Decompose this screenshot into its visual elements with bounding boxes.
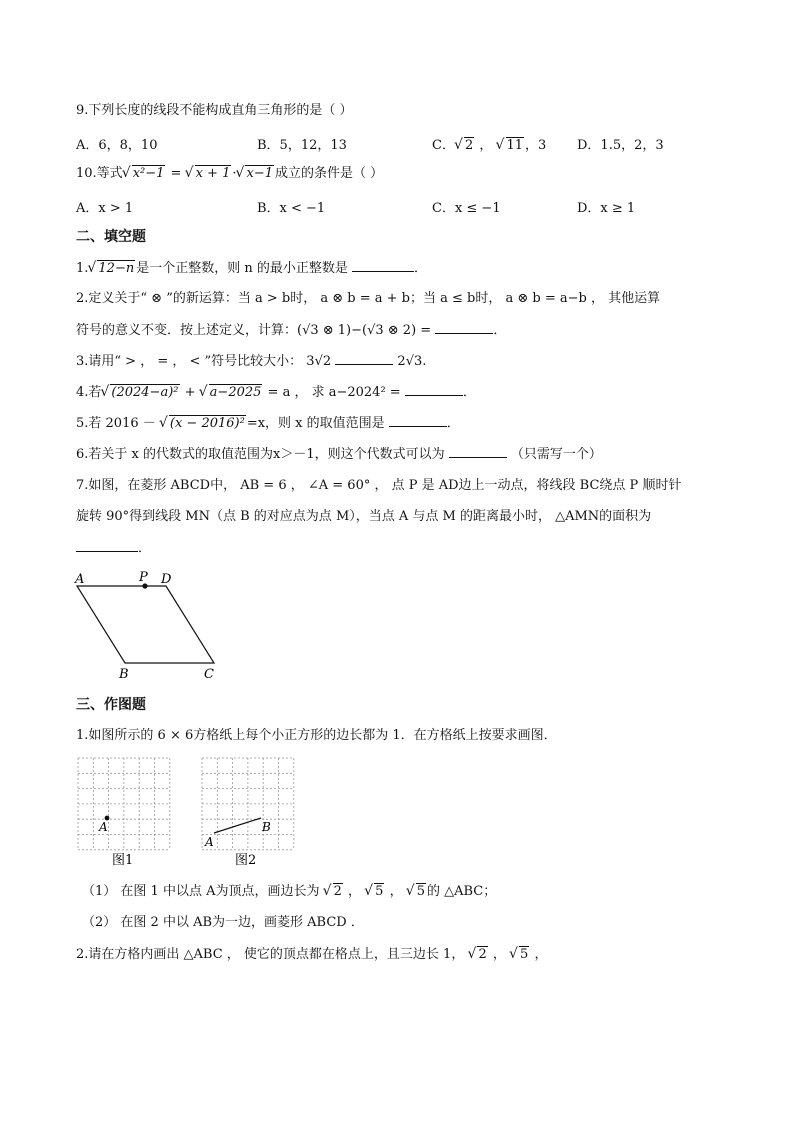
answer-blank[interactable] bbox=[435, 321, 493, 334]
fig2-label-a: A bbox=[205, 835, 214, 849]
drawing-question-1-part-1: （1） 在图 1 中以点 A为顶点，画边长为 √ 2 ， √ 5 ， √ 5 的 △ABC； bbox=[82, 883, 496, 901]
fill-question-4: 4.若√ (2024−a)² + √ a−2025 = a ， 求 a−2024² = ． bbox=[76, 383, 476, 402]
fig1-caption: 图1 bbox=[112, 853, 134, 868]
fill-question-2-line-2: 符号的意义不变．按上述定义，计算：(√3 ⊗ 1)−(√3 ⊗ 2) = ． bbox=[76, 323, 507, 338]
fig2-caption: 图2 bbox=[235, 853, 257, 868]
q9-option-c: C．√ 2 ， √ 11 ，3 bbox=[432, 134, 546, 153]
rhombus-figure bbox=[66, 566, 236, 684]
grid-lines bbox=[78, 758, 170, 850]
answer-blank[interactable] bbox=[449, 445, 507, 458]
question-10-stem: 10.等式√ x²−1 = √ x + 1 ·√ x−1 成立的条件是（ ） bbox=[76, 165, 383, 183]
fill-question-1: 1.√ 12−n 是一个正整数，则 n 的最小正整数是 ． bbox=[76, 259, 427, 278]
grid-figure-1 bbox=[76, 756, 172, 868]
answer-blank[interactable] bbox=[405, 383, 463, 396]
section-fill-in-title: 二、填空题 bbox=[76, 229, 146, 245]
fill-question-7-line-3: ． bbox=[76, 539, 151, 558]
answer-blank[interactable] bbox=[389, 414, 447, 427]
fill-question-3: 3.请用“ > ， = ， < ”符号比较大小： 3√2 2√3. bbox=[76, 354, 427, 369]
fill-question-5: 5.若 2016 － √ (x − 2016)² =x，则 x 的取值范围是 ． bbox=[76, 414, 460, 433]
drawing-question-1-part-2: （2） 在图 2 中以 AB为一边，画菱形 ABCD ． bbox=[82, 915, 364, 930]
q10-option-b: B．x < −1 bbox=[257, 201, 326, 216]
q9-option-a: A．6，8，10 bbox=[76, 138, 158, 153]
label-p: P bbox=[139, 570, 148, 585]
q10-option-a: A．x > 1 bbox=[76, 201, 134, 216]
grid-lines bbox=[202, 758, 294, 850]
fig1-label-a: A bbox=[99, 820, 108, 834]
label-d: D bbox=[161, 572, 172, 587]
drawing-question-1-stem: 1.如图所示的 6 × 6方格纸上每个小正方形的边长都为 1．在方格纸上按要求画图． bbox=[76, 728, 557, 743]
fill-question-7-line-1: 7.如图，在菱形 ABCD中， AB = 6 ， ∠A = 60° ， 点 P 是 AD边上一动点，将线段 BC绕点 P 顺时针 bbox=[76, 478, 682, 493]
drawing-question-2-stem: 2.请在方格内画出 △ABC ， 使它的顶点都在格点上，且三边长 1， √ 2 ， √ 5 ， bbox=[76, 946, 547, 964]
label-a: A bbox=[75, 572, 85, 587]
answer-blank[interactable] bbox=[76, 539, 138, 552]
fill-question-2-line-1: 2.定义关于“ ⊗ ”的新运算：当 a > b时， a ⊗ b = a + b；当 a ≤ b时， a ⊗ b = a−b ， 其他运算 bbox=[76, 291, 661, 306]
segment-ab bbox=[214, 818, 261, 833]
question-9-stem: 9.下列长度的线段不能构成直角三角形的是（ ） bbox=[76, 103, 353, 118]
answer-blank[interactable] bbox=[352, 259, 414, 272]
fill-question-7-line-2: 旋转 90°得到线段 MN（点 B 的对应点为点 M），当点 A 与点 M 的距离最小时， △AMN的面积为 bbox=[76, 509, 652, 524]
q10-option-d: D．x ≥ 1 bbox=[577, 201, 636, 216]
label-b: B bbox=[119, 667, 129, 682]
grid-figure-2 bbox=[200, 756, 296, 868]
q10-option-c: C．x ≤ −1 bbox=[432, 201, 501, 216]
section-drawing-title: 三、作图题 bbox=[76, 697, 146, 713]
fill-question-6: 6.若关于 x 的代数式的取值范围为x＞－1，则这个代数式可以为 （只需写一个） bbox=[76, 447, 602, 462]
q9-option-d: D．1.5，2，3 bbox=[577, 138, 664, 153]
q9-option-b: B．5，12，13 bbox=[257, 138, 347, 153]
fig2-label-b: B bbox=[262, 820, 271, 834]
answer-blank[interactable] bbox=[335, 352, 393, 365]
label-c: C bbox=[204, 667, 214, 682]
rhombus-abcd bbox=[77, 586, 214, 663]
